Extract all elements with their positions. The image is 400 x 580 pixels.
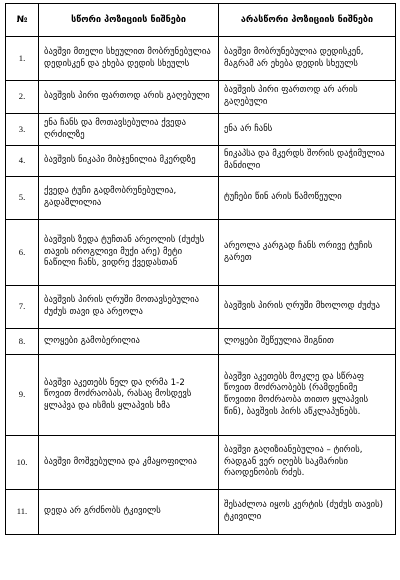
correct-sign: ბავშვის პირი ფართოდ არის გაღებული [39,81,219,114]
table-row [6,146,396,177]
table-row [6,436,396,490]
incorrect-sign: ნიკაპსა და მკერდს შორის დაჭიმულია მანძილი [219,146,396,177]
row-number: 2. [6,81,39,114]
table-row [6,490,396,535]
incorrect-signs-column-header: არასწორი პოზიციის ნიშნები [219,4,396,37]
header-row [6,4,396,37]
row-number: 8. [6,329,39,355]
incorrect-sign: ლოყები შეწეულია შიგნით [219,329,396,355]
table-body [6,37,396,535]
incorrect-sign: ენა არ ჩანს [219,114,396,146]
number-column-header: № [6,4,39,37]
incorrect-sign: ტუჩები წინ არის წამოწეული [219,177,396,220]
latch-signs-table [5,3,396,535]
correct-sign: ბავშვის ნიკაპი მიბჯენილია მკერდზე [39,146,219,177]
table-row [6,37,396,81]
correct-sign: ენა ჩანს და მოთავსებულია ქვედა ღრძილზე [39,114,219,146]
row-number: 10. [6,436,39,490]
incorrect-sign: არეოლა კარგად ჩანს ორივე ტუჩის გარეთ [219,220,396,286]
correct-sign: ქვედა ტუჩი გადმობრუნებულია, გადაშლილია [39,177,219,220]
correct-sign: ლოყები გამობერილია [39,329,219,355]
table-row [6,355,396,436]
correct-sign: ბავშვის ზედა ტუჩთან არეოლის (ძუძუს თავის იროგლივი მუქი არე) მეტი ნაწილი ჩანს, ვიდრე ქვედასთან [39,220,219,286]
incorrect-sign: ბავშვი მობრუნებულია დედისკენ, მაგრამ არ ეხება დედის სხეულს [219,37,396,81]
incorrect-sign: ბავშვის პირი ფართოდ არ არის გაღებული [219,81,396,114]
correct-sign: ბავშვი მთელი სხეულით მობრუნებულია დედისკენ და ეხება დედის სხეულს [39,37,219,81]
table-row [6,220,396,286]
correct-sign: დედა არ გრძნობს ტკივილს [39,490,219,535]
row-number: 1. [6,37,39,81]
incorrect-sign: ბავშვი გაღიზიანებულია – ტირის, რადგან ვერ იღებს საკმარისი რაოდენობის რძეს. [219,436,396,490]
row-number: 5. [6,177,39,220]
correct-sign: ბავშვი აკეთებს ნელ და ღრმა 1-2 წოვით მოძრაობას, რასაც მოსდევს ყლაპვა და ისმის ყლაპვის ხმა [39,355,219,436]
row-number: 3. [6,114,39,146]
row-number: 7. [6,286,39,329]
table-row [6,329,396,355]
table-row [6,81,396,114]
correct-sign: ბავშვის პირის ღრუში მოთავსებულია ძუძუს თავი და არეოლა [39,286,219,329]
row-number: 6. [6,220,39,286]
row-number: 11. [6,490,39,535]
correct-signs-column-header: სწორი პოზიციის ნიშნები [39,4,219,37]
table-row [6,177,396,220]
incorrect-sign: ბავშვი აკეთებს მოკლე და სწრაფ წოვით მოძრაობებს (რამდენიმე წოვითი მოძრაობა თითო ყლაპვის წინ), ბავშვის პირს აწკლაპუნებს. [219,355,396,436]
correct-sign: ბავშვი მოშვებულია და კმაყოფილია [39,436,219,490]
table-header [6,4,396,37]
incorrect-sign: შესაძლოა იყოს კერტის (ძუძუს თავის) ტკივილი [219,490,396,535]
table-row [6,114,396,146]
incorrect-sign: ბავშვის პირის ღრუში მხოლოდ ძუძუა [219,286,396,329]
table-row [6,286,396,329]
row-number: 4. [6,146,39,177]
row-number: 9. [6,355,39,436]
